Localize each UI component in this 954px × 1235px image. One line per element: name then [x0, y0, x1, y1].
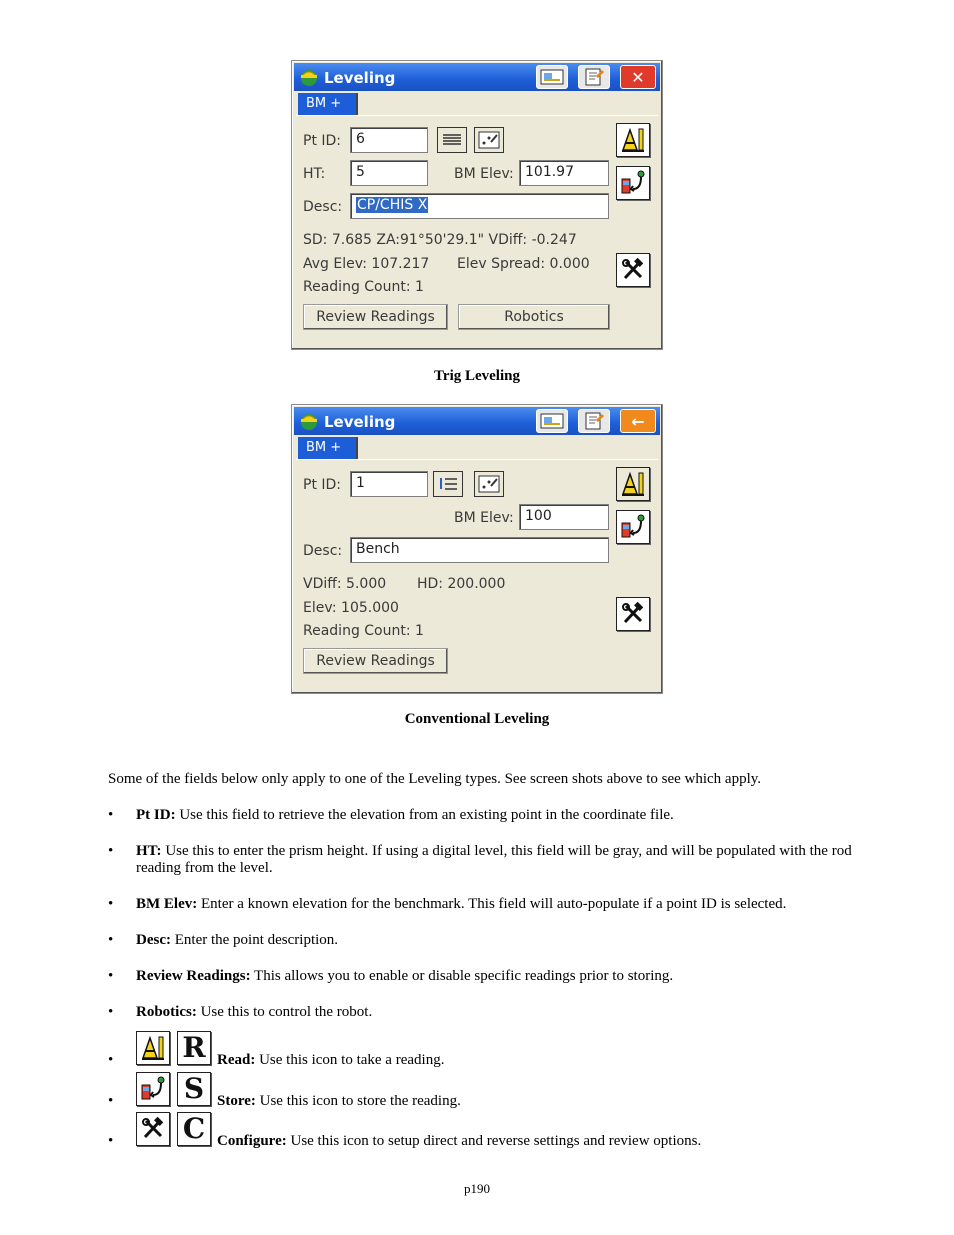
- description: Use this to enter the prism height. If using a digital level, this field will be gray, and will be populated with the rod reading from the level.: [136, 843, 852, 876]
- tools-icon: [620, 601, 646, 627]
- desc-value: CP/CHIS X: [357, 197, 428, 213]
- bm-elev-label: BM Elev:: [454, 510, 514, 526]
- reading-count-readout: Reading Count: 1: [303, 279, 424, 295]
- window-title: Leveling: [324, 69, 396, 87]
- notes-icon: [583, 411, 605, 431]
- term: Robotics:: [136, 1004, 197, 1020]
- map-select-button[interactable]: [474, 471, 504, 497]
- notes-button[interactable]: [578, 65, 610, 89]
- elev-readout: Elev: 105.000: [303, 600, 399, 616]
- tab-row: [296, 437, 658, 460]
- description: Enter a known elevation for the benchmark. This field will auto-populate if a point ID is selected.: [197, 896, 787, 912]
- ht-input[interactable]: 5: [350, 160, 428, 186]
- review-readings-button[interactable]: Review Readings: [303, 648, 448, 674]
- map-view-button[interactable]: [536, 409, 568, 433]
- bullet: •: [108, 932, 114, 948]
- list-item: [136, 968, 866, 985]
- avg-elev-readout: Avg Elev: 107.217: [303, 256, 430, 272]
- desc-label: Desc:: [303, 199, 343, 215]
- bullet: •: [108, 896, 114, 912]
- list-item: [136, 1004, 866, 1021]
- conventional-leveling-window: [291, 404, 663, 694]
- title-bar: [294, 63, 660, 91]
- read-instrument-icon: [619, 470, 647, 498]
- description: Enter the point description.: [170, 932, 339, 948]
- desc-input[interactable]: Bench: [350, 537, 609, 563]
- window-title: Leveling: [324, 413, 396, 431]
- read-button[interactable]: [616, 467, 650, 501]
- read-instrument-icon: [619, 126, 647, 154]
- term: Configure:: [217, 1133, 287, 1149]
- configure-button[interactable]: [616, 597, 650, 631]
- intro-paragraph: Some of the fields below only apply to one of the Leveling types. See screen shots above to see which apply.: [108, 771, 762, 787]
- map-select-icon: [478, 475, 500, 493]
- ht-label: HT:: [303, 166, 326, 182]
- map-select-button[interactable]: [474, 127, 504, 153]
- tab-row: [296, 93, 658, 116]
- letter-r: R: [182, 1031, 206, 1064]
- term: BM Elev:: [136, 896, 198, 912]
- hd-readout: HD: 200.000: [417, 576, 506, 592]
- description: Use this field to retrieve the elevation from an existing point in the coordinate file.: [175, 807, 674, 823]
- map-view-button[interactable]: [536, 65, 568, 89]
- store-letter-icon: [177, 1072, 211, 1106]
- read-instrument-icon: [139, 1034, 167, 1062]
- description: This allows you to enable or disable specific readings prior to storing.: [250, 968, 674, 984]
- page-number: p190: [464, 1181, 490, 1196]
- point-list-button[interactable]: [433, 471, 463, 497]
- elev-spread-readout: Elev Spread: 0.000: [457, 256, 590, 272]
- bm-elev-input[interactable]: 101.97: [519, 160, 609, 186]
- conventional-leveling-caption: Conventional Leveling: [404, 711, 550, 727]
- configure-letter-icon: [177, 1112, 211, 1146]
- term: HT:: [136, 843, 162, 859]
- map-icon: [540, 68, 564, 86]
- configure-button[interactable]: [616, 253, 650, 287]
- store-button[interactable]: [616, 510, 650, 544]
- bullet: •: [108, 807, 114, 823]
- bm-elev-label: BM Elev:: [454, 166, 514, 182]
- list-item: [136, 932, 866, 949]
- desc-label: Desc:: [303, 543, 343, 559]
- store-icon-sample: [136, 1072, 170, 1106]
- read-button[interactable]: [616, 123, 650, 157]
- description: Use this to control the robot.: [196, 1004, 373, 1020]
- store-data-collector-icon: [139, 1075, 167, 1103]
- letter-s: S: [183, 1072, 205, 1105]
- map-icon: [540, 412, 564, 430]
- term: Store:: [217, 1093, 256, 1109]
- list-item: [217, 1052, 857, 1069]
- letter-c: C: [182, 1112, 206, 1145]
- description: Use this icon to take a reading.: [255, 1052, 445, 1068]
- reading-count-readout: Reading Count: 1: [303, 623, 424, 639]
- notes-button[interactable]: [578, 409, 610, 433]
- vdiff-readout: VDiff: 5.000: [303, 576, 387, 592]
- term: Read:: [217, 1052, 256, 1068]
- tab-bm-plus[interactable]: BM +: [298, 437, 358, 459]
- term: Pt ID:: [136, 807, 176, 823]
- store-data-collector-icon: [619, 513, 647, 541]
- pt-id-input[interactable]: 6: [350, 127, 428, 153]
- trig-leveling-window: [291, 60, 663, 350]
- point-list-button[interactable]: [437, 127, 467, 153]
- list-item: [136, 807, 866, 824]
- review-readings-button[interactable]: Review Readings: [303, 304, 448, 330]
- bullet: •: [108, 968, 114, 984]
- term: Review Readings:: [136, 968, 251, 984]
- store-data-collector-icon: [619, 169, 647, 197]
- sd-za-vdiff-readout: SD: 7.685 ZA:91°50'29.1" VDiff: -0.247: [303, 232, 577, 248]
- trig-leveling-caption: Trig Leveling: [434, 368, 520, 384]
- back-button[interactable]: [620, 409, 656, 433]
- bullet: •: [108, 1133, 114, 1149]
- close-button[interactable]: [620, 65, 656, 89]
- notes-icon: [583, 67, 605, 87]
- tab-bm-plus[interactable]: BM +: [298, 93, 358, 115]
- bm-elev-input[interactable]: 100: [519, 504, 609, 530]
- read-icon-sample: [136, 1031, 170, 1065]
- description: Use this icon to setup direct and reverse settings and review options.: [286, 1133, 702, 1149]
- list-item: [217, 1133, 857, 1150]
- app-logo-icon: [298, 410, 320, 432]
- app-logo-icon: [298, 66, 320, 88]
- desc-input[interactable]: [350, 193, 609, 219]
- pt-id-input[interactable]: 1: [350, 471, 428, 497]
- robotics-button[interactable]: Robotics: [458, 304, 610, 330]
- numbered-list-icon: [437, 475, 459, 493]
- bullet: •: [108, 843, 114, 859]
- bullet: •: [108, 1004, 114, 1020]
- list-item: [217, 1093, 857, 1110]
- map-select-icon: [478, 131, 500, 149]
- store-button[interactable]: [616, 166, 650, 200]
- configure-icon-sample: [136, 1112, 170, 1146]
- list-icon: [441, 132, 463, 148]
- close-icon: ✕: [631, 67, 645, 87]
- back-arrow-icon: ←: [631, 411, 645, 431]
- list-item: [136, 843, 866, 877]
- title-bar: [294, 407, 660, 435]
- bullet: •: [108, 1093, 114, 1109]
- pt-id-label: Pt ID:: [303, 133, 342, 149]
- list-item: [136, 896, 866, 913]
- description: Use this icon to store the reading.: [255, 1093, 461, 1109]
- bullet: •: [108, 1052, 114, 1068]
- tools-icon: [620, 257, 646, 283]
- read-letter-icon: [177, 1031, 211, 1065]
- tools-icon: [140, 1116, 166, 1142]
- pt-id-label: Pt ID:: [303, 477, 342, 493]
- term: Desc:: [136, 932, 171, 948]
